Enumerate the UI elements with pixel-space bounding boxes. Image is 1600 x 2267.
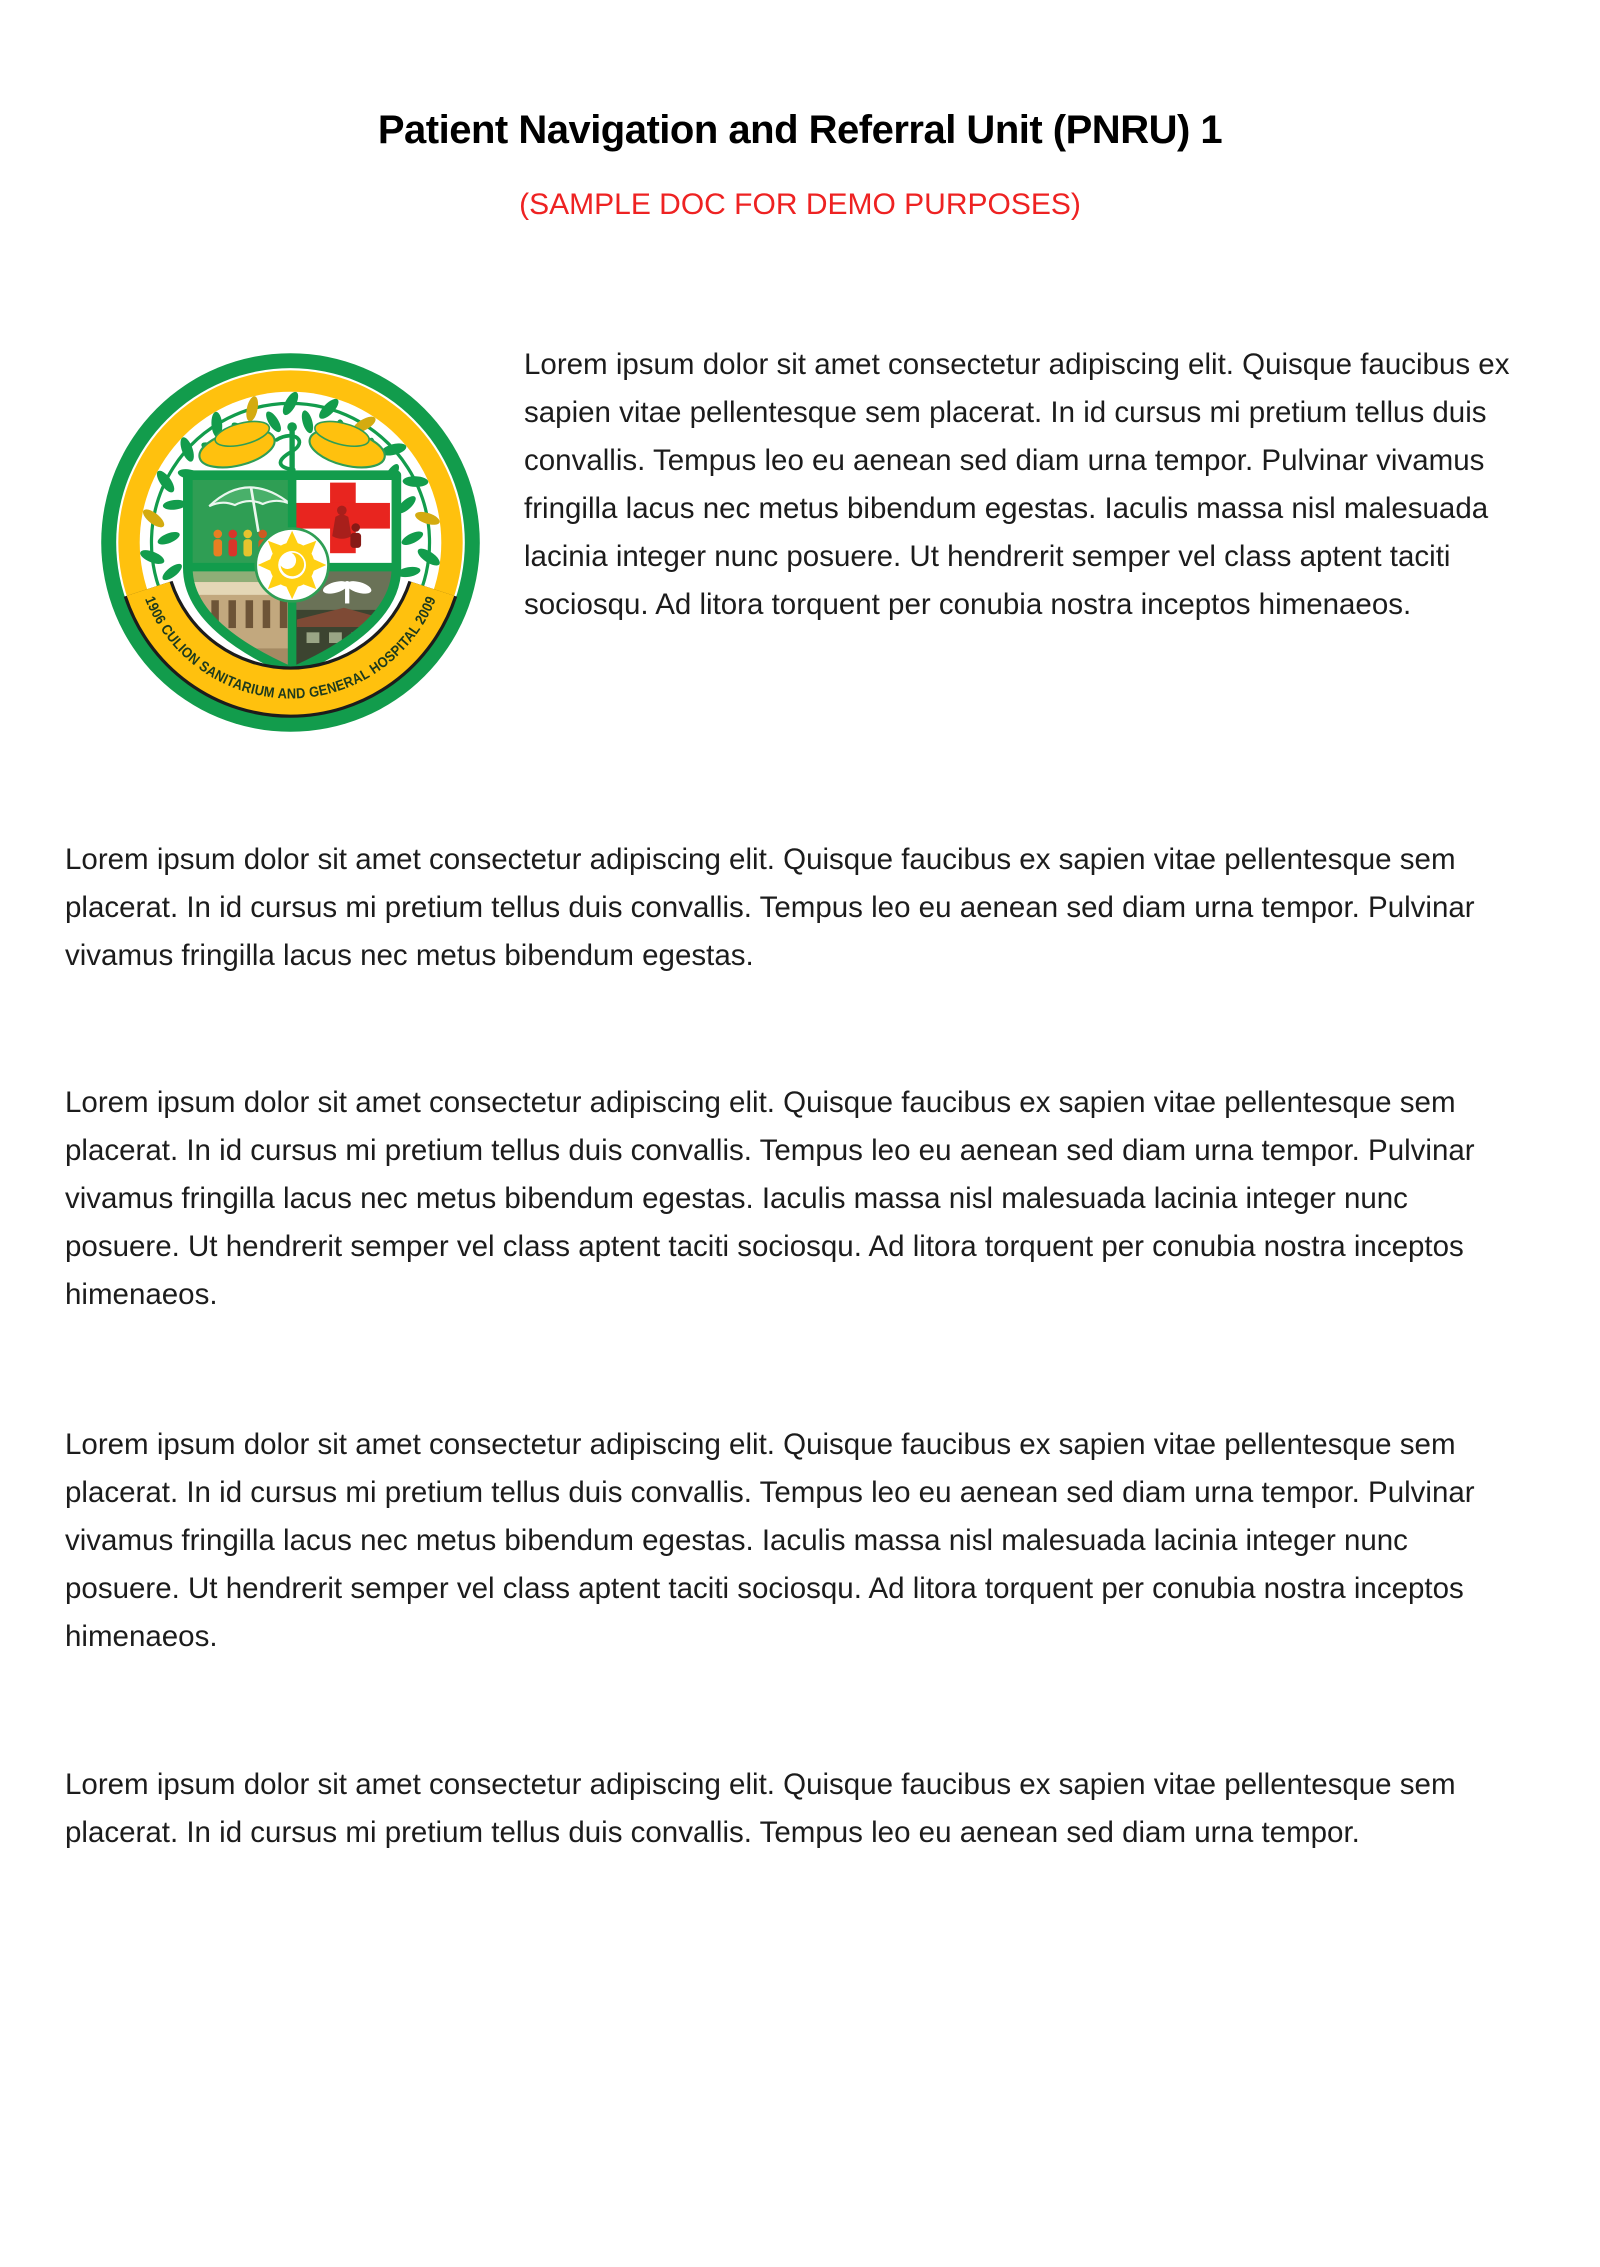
body-paragraph-4: Lorem ipsum dolor sit amet consectetur adipiscing elit. Quisque faucibus ex sapien vitae pellentesque sem placerat. In id cursus mi pretium tellus duis convallis. Tempus leo eu aenean sed diam urna tempor.	[65, 1768, 1456, 1849]
page-title: Patient Navigation and Referral Unit (PNRU) 1	[377, 108, 1223, 152]
body-paragraph-1: Lorem ipsum dolor sit amet consectetur adipiscing elit. Quisque faucibus ex sapien vitae pellentesque sem placerat. In id cursus mi pretium tellus duis convallis. Tempus leo eu aenean sed diam urna tempor. Pulvinar vivamus fringilla lacus nec metus bibendum egestas.	[65, 843, 1475, 972]
sun-icon	[256, 529, 329, 602]
logo-banner-text: 1906 CULION SANITARIUM AND GENERAL HOSPITAL 2009	[141, 593, 441, 703]
hospital-seal-logo	[98, 350, 483, 735]
hospital-seal-icon	[98, 350, 483, 735]
intro-paragraph: Lorem ipsum dolor sit amet consectetur adipiscing elit. Quisque faucibus ex sapien vitae pellentesque sem placerat. In id cursus mi pretium tellus duis convallis. Tempus leo eu aenean sed diam urna tempor. Pulvinar vivamus fringilla lacus nec metus bibendum egestas. Iaculis massa nisl malesuada lacinia integer nunc posuere. Ut hendrerit semper vel class aptent taciti sociosqu. Ad litora torquent per conubia nostra inceptos himenaeos.	[524, 348, 1510, 621]
body-paragraph-2: Lorem ipsum dolor sit amet consectetur adipiscing elit. Quisque faucibus ex sapien vitae pellentesque sem placerat. In id cursus mi pretium tellus duis convallis. Tempus leo eu aenean sed diam urna tempor. Pulvinar vivamus fringilla lacus nec metus bibendum egestas. Iaculis massa nisl malesuada lacinia integer nunc posuere. Ut hendrerit semper vel class aptent taciti sociosqu. Ad litora torquent per conubia nostra inceptos himenaeos.	[65, 1086, 1475, 1311]
body-paragraph-3: Lorem ipsum dolor sit amet consectetur adipiscing elit. Quisque faucibus ex sapien vitae pellentesque sem placerat. In id cursus mi pretium tellus duis convallis. Tempus leo eu aenean sed diam urna tempor. Pulvinar vivamus fringilla lacus nec metus bibendum egestas. Iaculis massa nisl malesuada lacinia integer nunc posuere. Ut hendrerit semper vel class aptent taciti sociosqu. Ad litora torquent per conubia nostra inceptos himenaeos.	[65, 1428, 1475, 1653]
page-subtitle: (SAMPLE DOC FOR DEMO PURPOSES)	[519, 188, 1081, 221]
